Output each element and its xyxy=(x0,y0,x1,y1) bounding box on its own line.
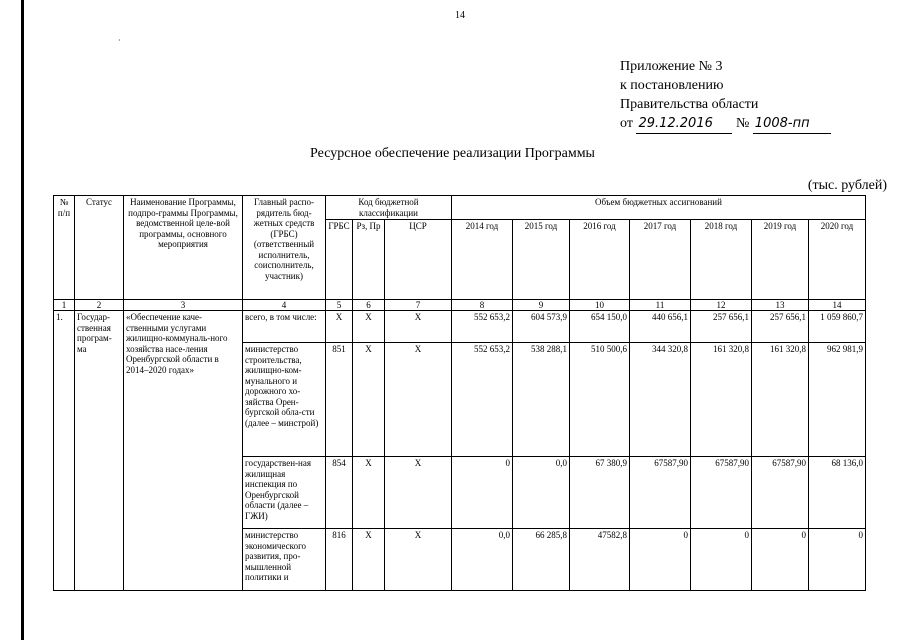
col-number: 6 xyxy=(353,300,385,311)
row-value: 538 288,1 xyxy=(513,343,570,457)
header-rzpr: Рз, Пр xyxy=(353,220,385,300)
row-value: 67 380,9 xyxy=(570,457,630,529)
col-number: 4 xyxy=(243,300,326,311)
appendix-date-line xyxy=(620,114,831,134)
row-grbs: 851 xyxy=(326,343,353,457)
header-year: 2016 год xyxy=(570,220,630,300)
col-number: 7 xyxy=(385,300,452,311)
row-value: 0 xyxy=(452,457,513,529)
row-num: 1. xyxy=(54,311,75,591)
row-rzpr: Х xyxy=(353,343,385,457)
row-value: 47582,8 xyxy=(570,529,630,591)
row-value: 962 981,9 xyxy=(809,343,866,457)
row-value: 344 320,8 xyxy=(630,343,691,457)
appendix-line3: Правительства области xyxy=(620,97,759,112)
row-org: государствен-ная жилищная инспекция по Оренбургской области (далее – ГЖИ) xyxy=(243,457,326,529)
col-number: 2 xyxy=(75,300,124,311)
row-value: 0 xyxy=(691,529,752,591)
header-year: 2017 год xyxy=(630,220,691,300)
appendix-no: № xyxy=(735,116,750,131)
units-label: (тыс. рублей) xyxy=(807,178,887,193)
header-year: 2019 год xyxy=(752,220,809,300)
col-number: 11 xyxy=(630,300,691,311)
col-number: 9 xyxy=(513,300,570,311)
row-value: 552 653,2 xyxy=(452,343,513,457)
col-number: 8 xyxy=(452,300,513,311)
row-value: 67587,90 xyxy=(630,457,691,529)
header-name: Наименование Программы, подпро-граммы Программы, ведомственной целе-вой программы, основного мероприятия xyxy=(124,196,243,300)
col-number: 14 xyxy=(809,300,866,311)
row-grbs: 816 xyxy=(326,529,353,591)
appendix-date: 29.12.2016 xyxy=(636,114,732,134)
header-year: 2018 год xyxy=(691,220,752,300)
row-rzpr: Х xyxy=(353,529,385,591)
col-number: 10 xyxy=(570,300,630,311)
row-status: Государ-ственная програм-ма xyxy=(75,311,124,591)
row-rzpr: Х xyxy=(353,311,385,343)
appendix-ot: от xyxy=(620,116,633,131)
page-number: 14 xyxy=(455,10,465,21)
row-value: 654 150,0 xyxy=(570,311,630,343)
row-value: 66 285,8 xyxy=(513,529,570,591)
row-grbs: Х xyxy=(326,311,353,343)
header-code: Код бюджетной классификации xyxy=(326,196,452,220)
header-num: № п/п xyxy=(54,196,75,300)
row-value: 604 573,9 xyxy=(513,311,570,343)
col-number: 5 xyxy=(326,300,353,311)
row-value: 440 656,1 xyxy=(630,311,691,343)
row-value: 257 656,1 xyxy=(691,311,752,343)
resource-table xyxy=(53,195,866,591)
row-value: 257 656,1 xyxy=(752,311,809,343)
column-number-row xyxy=(54,300,866,311)
appendix-line2: к постановлению xyxy=(620,78,724,93)
appendix-block xyxy=(620,57,831,134)
row-value: 0,0 xyxy=(452,529,513,591)
row-grbs: 854 xyxy=(326,457,353,529)
row-org: министерство экономического развития, про-мышленной политики и xyxy=(243,529,326,591)
row-value: 67587,90 xyxy=(752,457,809,529)
row-csr: Х xyxy=(385,529,452,591)
header-grbs: ГРБС xyxy=(326,220,353,300)
header-csr: ЦСР xyxy=(385,220,452,300)
header-status: Статус xyxy=(75,196,124,300)
row-csr: Х xyxy=(385,311,452,343)
header-volume: Объем бюджетных ассигнований xyxy=(452,196,866,220)
document-title: Ресурсное обеспечение реализации Программы xyxy=(310,146,595,161)
row-org: министерство строительства, жилищно-ком-мунального и дорожного хо-зяйства Орен-бургской обла-сти (далее – минстрой) xyxy=(243,343,326,457)
col-number: 12 xyxy=(691,300,752,311)
row-value: 0 xyxy=(630,529,691,591)
col-number: 13 xyxy=(752,300,809,311)
scan-edge xyxy=(21,0,24,640)
row-org: всего, в том числе: xyxy=(243,311,326,343)
header-year: 2020 год xyxy=(809,220,866,300)
row-value: 510 500,6 xyxy=(570,343,630,457)
row-value: 67587,90 xyxy=(691,457,752,529)
header-year: 2015 год xyxy=(513,220,570,300)
row-csr: Х xyxy=(385,343,452,457)
header-grbs-main: Главный распо-рядитель бюд-жетных средств (ГРБС) (ответственный исполнитель, соисполнитель, участник) xyxy=(243,196,326,300)
row-value: 0 xyxy=(809,529,866,591)
appendix-number: 1008-пп xyxy=(753,114,831,134)
table-row xyxy=(54,311,866,343)
row-value: 1 059 860,7 xyxy=(809,311,866,343)
row-name: «Обеспечение каче-ственными услугами жилищно-коммуналь-ного хозяйства насе-ления Оренбургской области в 2014–2020 годах» xyxy=(124,311,243,591)
row-value: 68 136,0 xyxy=(809,457,866,529)
row-value: 0,0 xyxy=(513,457,570,529)
row-value: 552 653,2 xyxy=(452,311,513,343)
row-value: 0 xyxy=(752,529,809,591)
appendix-line1: Приложение № 3 xyxy=(620,59,723,74)
row-value: 161 320,8 xyxy=(752,343,809,457)
row-value: 161 320,8 xyxy=(691,343,752,457)
scan-dot: · xyxy=(118,36,121,45)
col-number: 1 xyxy=(54,300,75,311)
row-csr: Х xyxy=(385,457,452,529)
col-number: 3 xyxy=(124,300,243,311)
header-year: 2014 год xyxy=(452,220,513,300)
row-rzpr: Х xyxy=(353,457,385,529)
